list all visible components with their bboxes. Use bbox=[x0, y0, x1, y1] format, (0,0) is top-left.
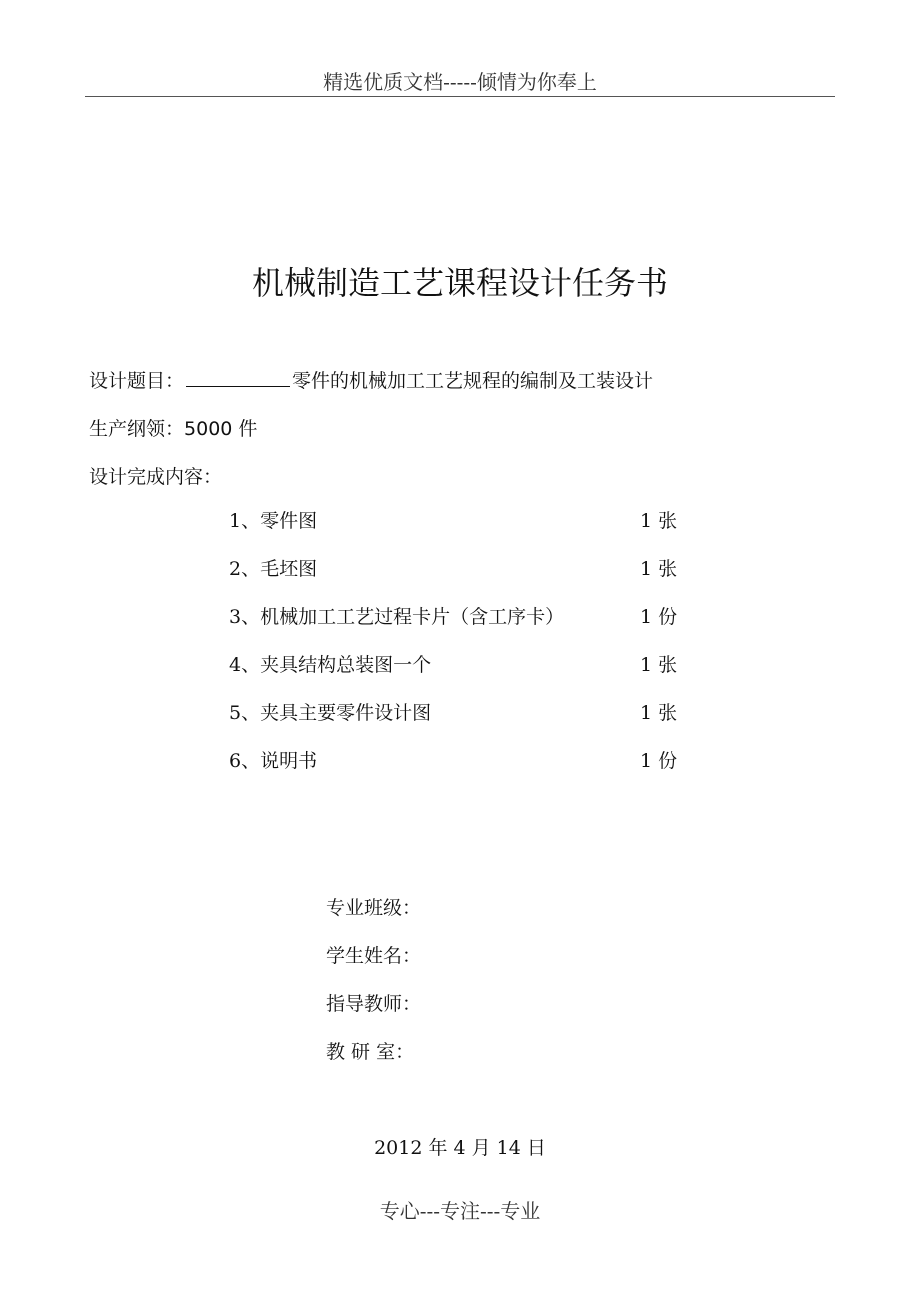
production-volume-label: 生产纲领： bbox=[89, 418, 185, 440]
page-header: 精选优质文档-----倾情为你奉上 bbox=[323, 70, 597, 94]
list-item bbox=[229, 746, 699, 794]
design-topic-text: 零件的机械加工工艺规程的编制及工装设计 bbox=[292, 370, 654, 392]
header-divider bbox=[85, 96, 835, 97]
page-footer: 专心---专注---专业 bbox=[379, 1199, 541, 1223]
item-name: 4、夹具结构总装图一个 bbox=[229, 654, 432, 676]
production-volume-value: 5000 件 bbox=[184, 418, 258, 440]
major-class-field: 专业班级： bbox=[326, 897, 422, 919]
student-name-field: 学生姓名： bbox=[326, 945, 422, 967]
item-name: 2、毛坯图 bbox=[229, 558, 318, 580]
design-topic bbox=[89, 366, 653, 393]
list-item bbox=[229, 506, 699, 554]
signature-block bbox=[326, 893, 421, 1085]
contents-heading: 设计完成内容： bbox=[89, 466, 223, 488]
department-field: 教 研 室： bbox=[326, 1041, 415, 1063]
design-topic-label: 设计题目： bbox=[89, 370, 185, 392]
list-item bbox=[229, 554, 699, 602]
list-item bbox=[229, 698, 699, 746]
production-volume bbox=[89, 414, 257, 441]
item-name: 1、零件图 bbox=[229, 510, 318, 532]
item-name: 5、夹具主要零件设计图 bbox=[229, 702, 432, 724]
list-item bbox=[229, 650, 699, 698]
document-date: 2012 年 4 月 14 日 bbox=[374, 1137, 546, 1159]
item-quantity: 1 张 bbox=[640, 702, 678, 724]
design-topic-blank bbox=[186, 369, 290, 387]
list-item bbox=[229, 602, 699, 650]
advisor-field: 指导教师： bbox=[326, 993, 422, 1015]
item-quantity: 1 份 bbox=[640, 750, 678, 772]
item-name: 3、机械加工工艺过程卡片（含工序卡） bbox=[229, 606, 565, 628]
item-quantity: 1 份 bbox=[640, 606, 678, 628]
deliverables-list bbox=[229, 506, 699, 794]
item-quantity: 1 张 bbox=[640, 654, 678, 676]
item-name: 6、说明书 bbox=[229, 750, 318, 772]
item-quantity: 1 张 bbox=[640, 510, 678, 532]
item-quantity: 1 张 bbox=[640, 558, 678, 580]
document-title: 机械制造工艺课程设计任务书 bbox=[251, 264, 668, 302]
